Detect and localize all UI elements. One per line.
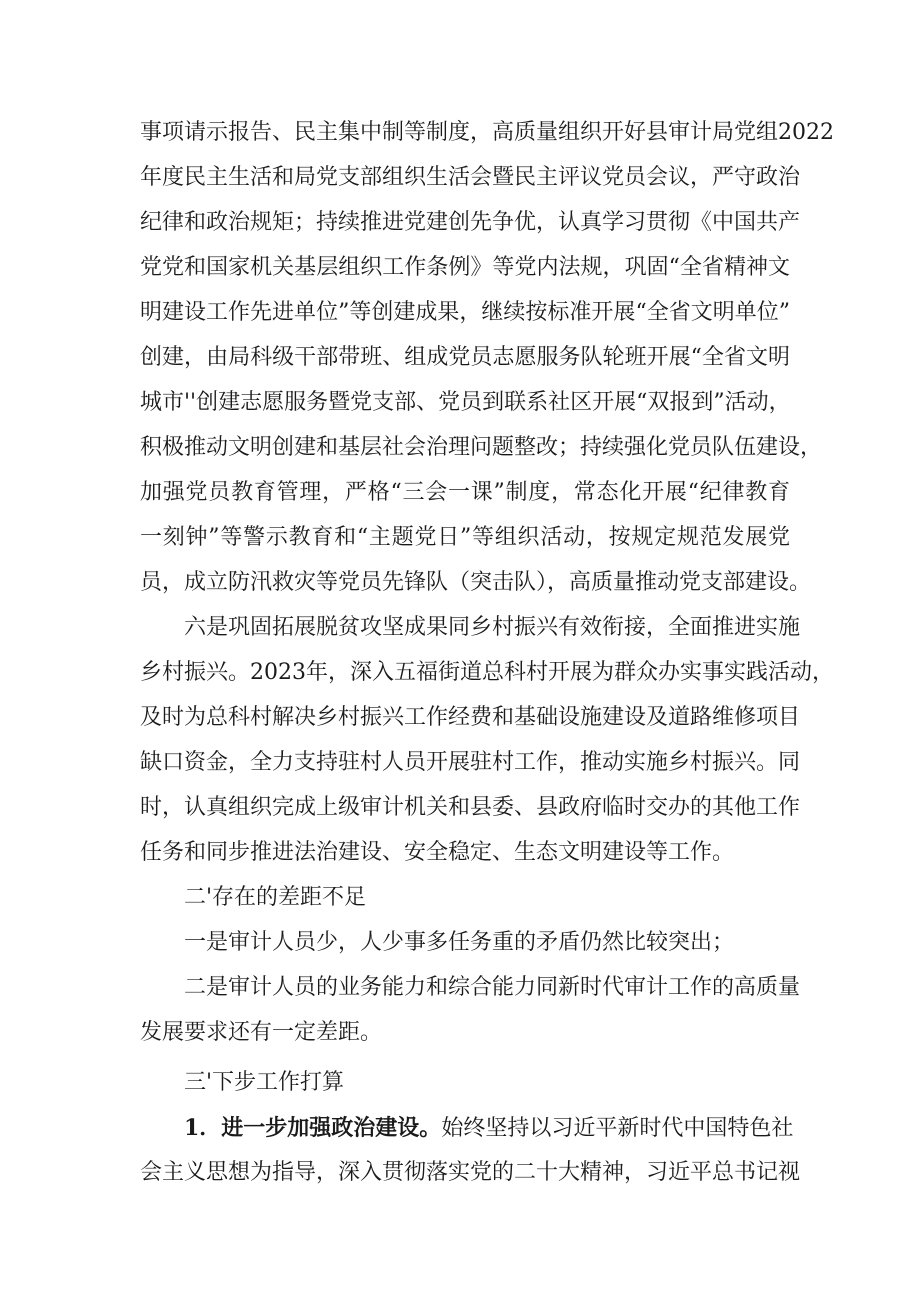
- paragraph-line: 事项请示报告、民主集中制等制度，高质量组织开好县审计局党组2022: [140, 120, 834, 145]
- paragraph-line: 会主义思想为指导，深入贯彻落实党的二十大精神，习近平总书记视: [140, 1160, 801, 1185]
- paragraph-line: 一是审计人员少，人少事多任务重的矛盾仍然比较突出；: [184, 930, 735, 955]
- paragraph-line: 任务和同步推进法治建设、安全稳定、生态文明建设等工作。: [140, 840, 735, 865]
- paragraph-line: 一刻钟”等警示教育和“主题党日”等组织活动，按规定规范发展党: [140, 525, 790, 550]
- paragraph-line: 明建设工作先进单位”等创建成果，继续按标准开展“全省文明单位”: [140, 300, 790, 325]
- paragraph-line: 缺口资金，全力支持驻村人员开展驻村工作，推动实施乡村振兴。同: [140, 750, 801, 775]
- paragraph-line: 二是审计人员的业务能力和综合能力同新时代审计工作的高质量: [184, 975, 801, 1000]
- plan-item-title: 1．进一步加强政治建设。: [184, 1115, 442, 1141]
- paragraph-line: 年度民主生活和局党支部组织生活会暨民主评议党员会议，严守政治: [140, 165, 801, 190]
- paragraph-line: 加强党员教育管理，严格“三会一课”制度，常态化开展“纪律教育: [140, 480, 790, 505]
- plan-item-text: 始终坚持以习近平新时代中国特色社: [441, 1116, 794, 1141]
- plan-line: [184, 1105, 794, 1151]
- paragraph-line: 时，认真组织完成上级审计机关和县委、县政府临时交办的其他工作: [140, 795, 801, 820]
- paragraph-line: 纪律和政治规矩；持续推进党建创先争优，认真学习贯彻《中国共产: [140, 210, 801, 235]
- section-heading: 三'下步工作打算: [184, 1070, 345, 1095]
- paragraph-line: 城市''创建志愿服务暨党支部、党员到联系社区开展“双报到”活动，: [140, 390, 791, 415]
- section-heading: 二'存在的差距不足: [184, 885, 367, 910]
- paragraph-line: 乡村振兴。2023年，深入五福街道总科村开展为群众办实事实践活动，: [140, 660, 834, 685]
- paragraph-line: 员，成立防汛救灾等党员先锋队（突击队），高质量推动党支部建设。: [140, 570, 812, 595]
- paragraph-line: 及时为总科村解决乡村振兴工作经费和基础设施建设及道路维修项目: [140, 705, 801, 730]
- paragraph-line: 党党和国家机关基层组织工作条例》等党内法规，巩固“全省精神文: [140, 255, 790, 280]
- paragraph-line: 创建，由局科级干部带班、组成党员志愿服务队轮班开展“全省文明: [140, 345, 790, 370]
- paragraph-line: 积极推动文明创建和基层社会治理问题整改；持续强化党员队伍建设，: [140, 435, 823, 460]
- paragraph-line: 六是巩固拓展脱贫攻坚成果同乡村振兴有效衔接，全面推进实施: [184, 615, 801, 640]
- paragraph-line: 发展要求还有一定差距。: [140, 1020, 383, 1045]
